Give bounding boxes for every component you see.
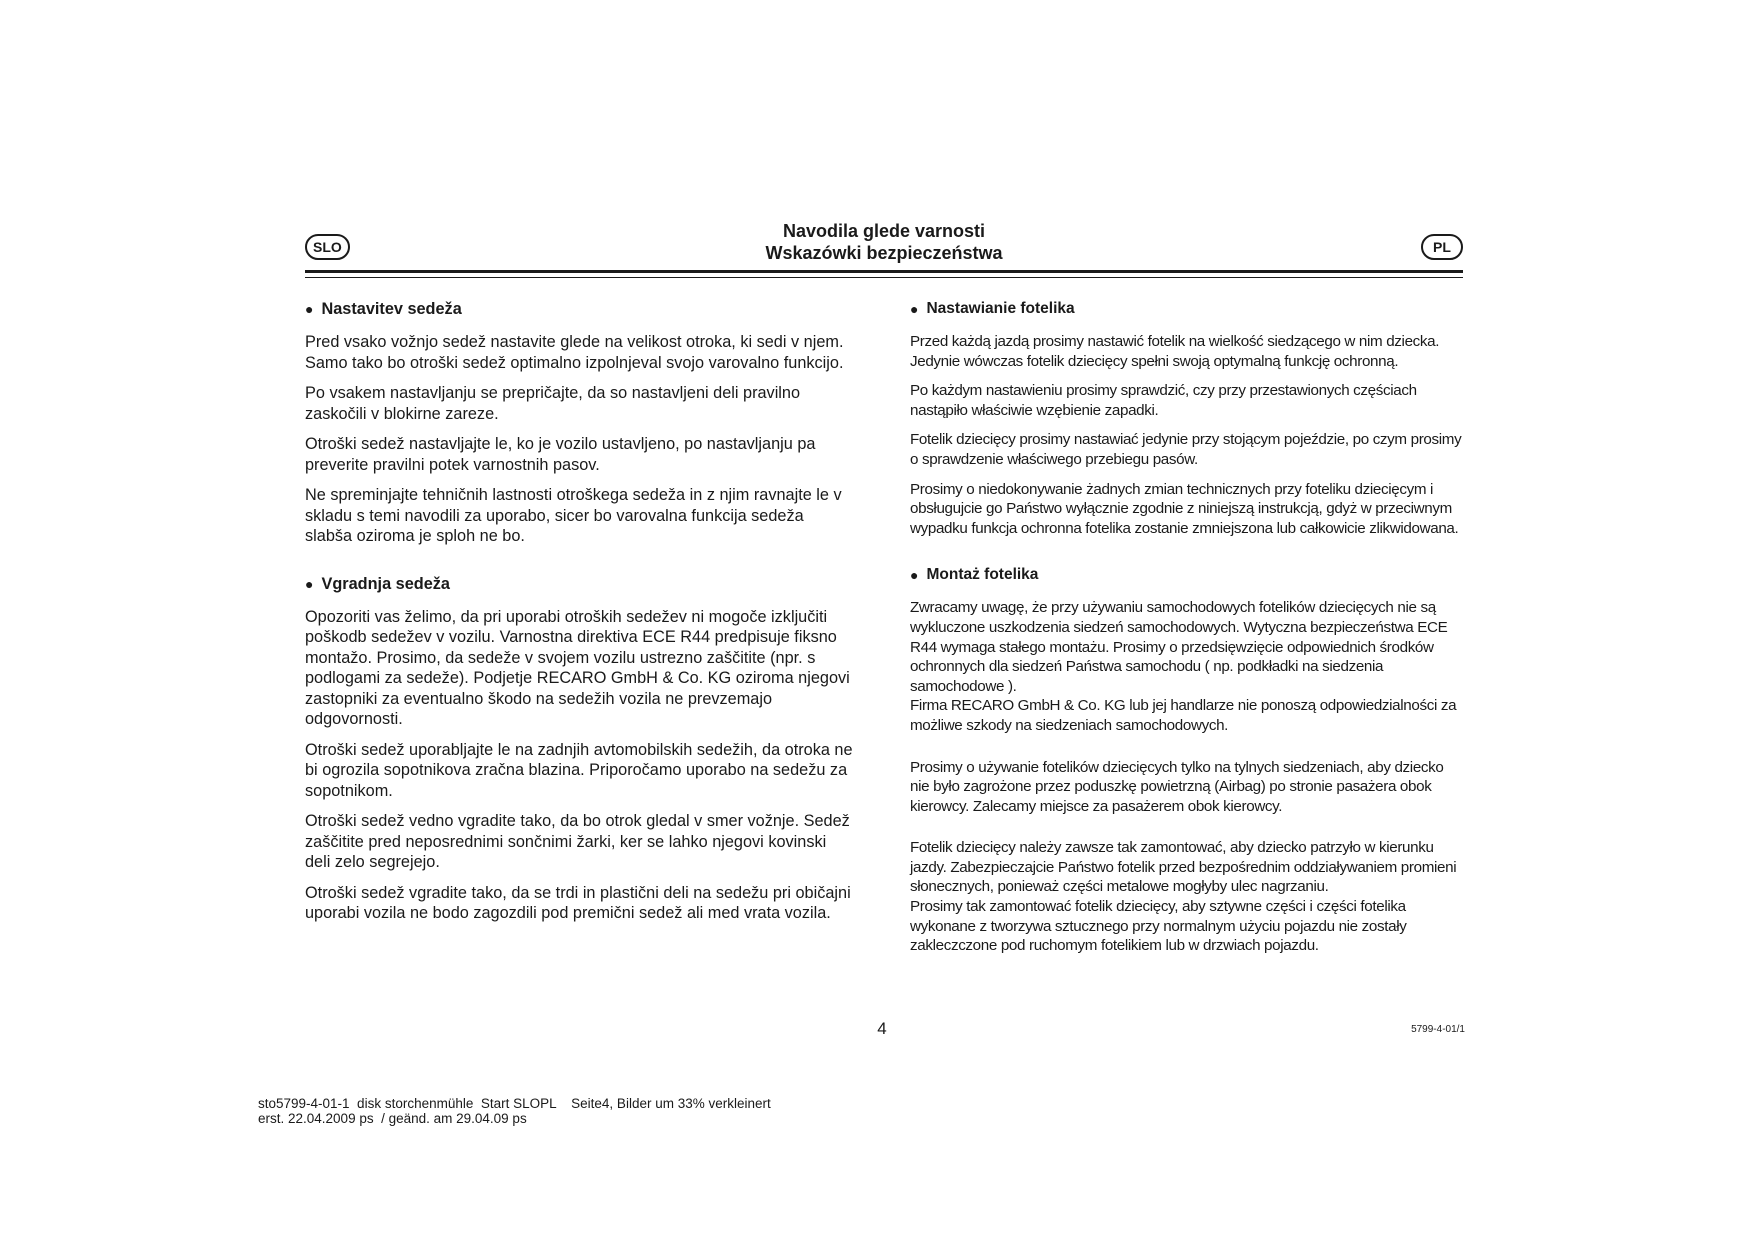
paragraph: Zwracamy uwagę, że przy używaniu samochodowych fotelików dziecięcych nie są wykluczone uszkodzenia siedzeń samochodowych. Wytyczna bezpieczeństwa ECE R44 wymaga stałego montażu. Prosimy o przedsięwzięcie odpowiednich środków ochronnych dla siedzeń Państwa samochodu ( np. podkładki na siedzenia samochodowe ). — [910, 599, 1448, 695]
bullet-icon: ● — [305, 575, 314, 592]
paragraph: Przed każdą jazdą prosimy nastawić fotelik na wielkość siedzącego w nim dziecka. Jedynie wówczas fotelik dziecięcy spełni swoją optymalną funkcję ochronną. — [910, 333, 1440, 370]
section-seat-installation-pl — [910, 564, 1465, 956]
section-seat-adjustment-pl — [910, 298, 1465, 538]
paragraph: Otroški sedež uporabljajte le na zadnjih avtomobilskih sedežih, da otroka ne bi ogrozila sopotnikova zračna blazina. Priporočamo uporabo na sedežu za sopotnikom. — [305, 740, 853, 800]
paragraph: Opozoriti vas želimo, da pri uporabi otroških sedežev ni mogoče izključiti poškodb sedežev v vozilu. Varnostna direktiva ECE R44 predpisuje fiksno montažo. Prosimo, da sedeže v svojem vozilu ustrezno zaščitite (npr. s podlogami za sedeže). Podjetje RECARO GmbH & Co. KG oziroma njegovi zastopniki za eventualno škodo na sedežih vozila ne prevzemajo odgovornosti. — [305, 607, 850, 728]
paragraph: Po każdym nastawieniu prosimy sprawdzić, czy przy przestawionych częściach nastąpiło właściwie wzębienie zapadki. — [910, 382, 1417, 419]
header-titles — [305, 220, 1463, 264]
heading-text: Montaż fotelika — [926, 566, 1039, 584]
footer-line-1: sto5799-4-01-1 disk storchenmühle Start SLOPL Seite4, Bilder um 33% verkleinert — [258, 1096, 771, 1111]
paragraph: Firma RECARO GmbH & Co. KG lub jej handlarze nie ponoszą odpowiedzialności za możliwe szkody na siedzeniach samochodowych. — [910, 697, 1457, 734]
section-seat-installation — [305, 573, 855, 924]
title-slovenian: Navodila glede varnosti — [782, 221, 986, 241]
page-number: 4 — [877, 1019, 887, 1038]
paragraph: Otroški sedež vedno vgradite tako, da bo otrok gledal v smer vožnje. Sedež zaščitite pred neposrednimi sončnimi žarki, ker se lahko njegovi kovinski deli zelo segrejejo. — [305, 812, 850, 871]
section-heading — [305, 298, 855, 320]
section-seat-adjustment — [305, 298, 855, 547]
section-heading — [910, 564, 1465, 586]
heading-text: Nastawianie fotelika — [926, 300, 1075, 317]
paragraph: Po vsakem nastavljanju se prepričajte, da so nastavljeni deli pravilno zaskočili v blokirne zareze. — [305, 384, 801, 423]
paragraph: Pred vsako vožnjo sedež nastavite glede na velikost otroka, ki sedi v njem. Samo tako bo otroški sedež optimalno izpolnjeval svojo varovalno funkcijo. — [305, 333, 844, 372]
paragraph: Fotelik dziecięcy należy zawsze tak zamontować, aby dziecko patrzyło w kierunku jazdy. Zabezpieczajcie Państwo fotelik przed bezpośrednim oddziaływaniem promieni słonecznych, ponieważ części metalowe mogłyby ulec nagrzaniu. — [910, 839, 1457, 896]
paragraph: Prosimy tak zamontować fotelik dziecięcy, aby sztywne części i części fotelika wykonane z tworzywa sztucznego przy normalnym użyciu pojazdu nie zostały zakleczczone pod ruchomym fotelikiem lub w drzwiach pojazdu. — [910, 898, 1407, 955]
column-polish — [910, 298, 1465, 966]
language-badge-slo: SLO — [305, 234, 350, 260]
bullet-icon: ● — [910, 301, 919, 317]
bullet-icon: ● — [910, 567, 919, 584]
paragraph: Prosimy o niedokonywanie żadnych zmian technicznych przy foteliku dziecięcym i obsługujcie go Państwo wyłącznie zgodnie z niniejszą instrukcją, gdyż w przeciwnym wypadku funkcja ochronna fotelika zostanie zmniejszona lub całkowicie zlikwidowana. — [910, 480, 1459, 537]
title-polish: Wskazówki bezpieczeństwa — [765, 243, 1003, 263]
header-rule-thick — [305, 270, 1463, 273]
page-header — [305, 220, 1463, 276]
footer-line-2: erst. 22.04.2009 ps / geänd. am 29.04.09 ps — [258, 1111, 527, 1126]
paragraph: Fotelik dziecięcy prosimy nastawiać jedynie przy stojącym pojeździe, po czym prosimy o sprawdzenie właściwego przebiegu pasów. — [910, 431, 1462, 468]
heading-text: Vgradnja sedeža — [321, 574, 450, 593]
section-heading — [910, 298, 1465, 320]
paragraph: Otroški sedež vgradite tako, da se trdi in plastični deli na sedežu pri običajni uporabi vozila ne bodo zagozdili pod premični sedež ali med vrata vozila. — [305, 883, 851, 922]
bullet-icon: ● — [305, 301, 314, 317]
column-slovenian — [305, 298, 855, 934]
language-badge-pl: PL — [1421, 234, 1463, 260]
print-footer — [258, 1096, 958, 1126]
header-rule-thin — [305, 277, 1463, 278]
paragraph: Prosimy o używanie fotelików dziecięcych tylko na tylnych siedzeniach, aby dziecko nie było zagrożone przez poduszkę powietrzną (Airbag) po stronie pasażera obok kierowcy. Zalecamy miejsce za pasażerem obok kierowcy. — [910, 758, 1444, 815]
heading-text: Nastavitev sedeža — [321, 300, 462, 318]
document-code: 5799-4-01/1 — [1411, 1024, 1465, 1035]
paragraph: Otroški sedež nastavljajte le, ko je vozilo ustavljeno, po nastavljanju pa preverite pravilni potek varnostnih pasov. — [305, 435, 816, 474]
paragraph: Ne spreminjajte tehničnih lastnosti otroškega sedeža in z njim ravnajte le v skladu s temi navodili za uporabo, sicer bo varovalna funkcija sedeža slabša oziroma je sploh ne bo. — [305, 486, 842, 545]
section-heading — [305, 573, 855, 595]
